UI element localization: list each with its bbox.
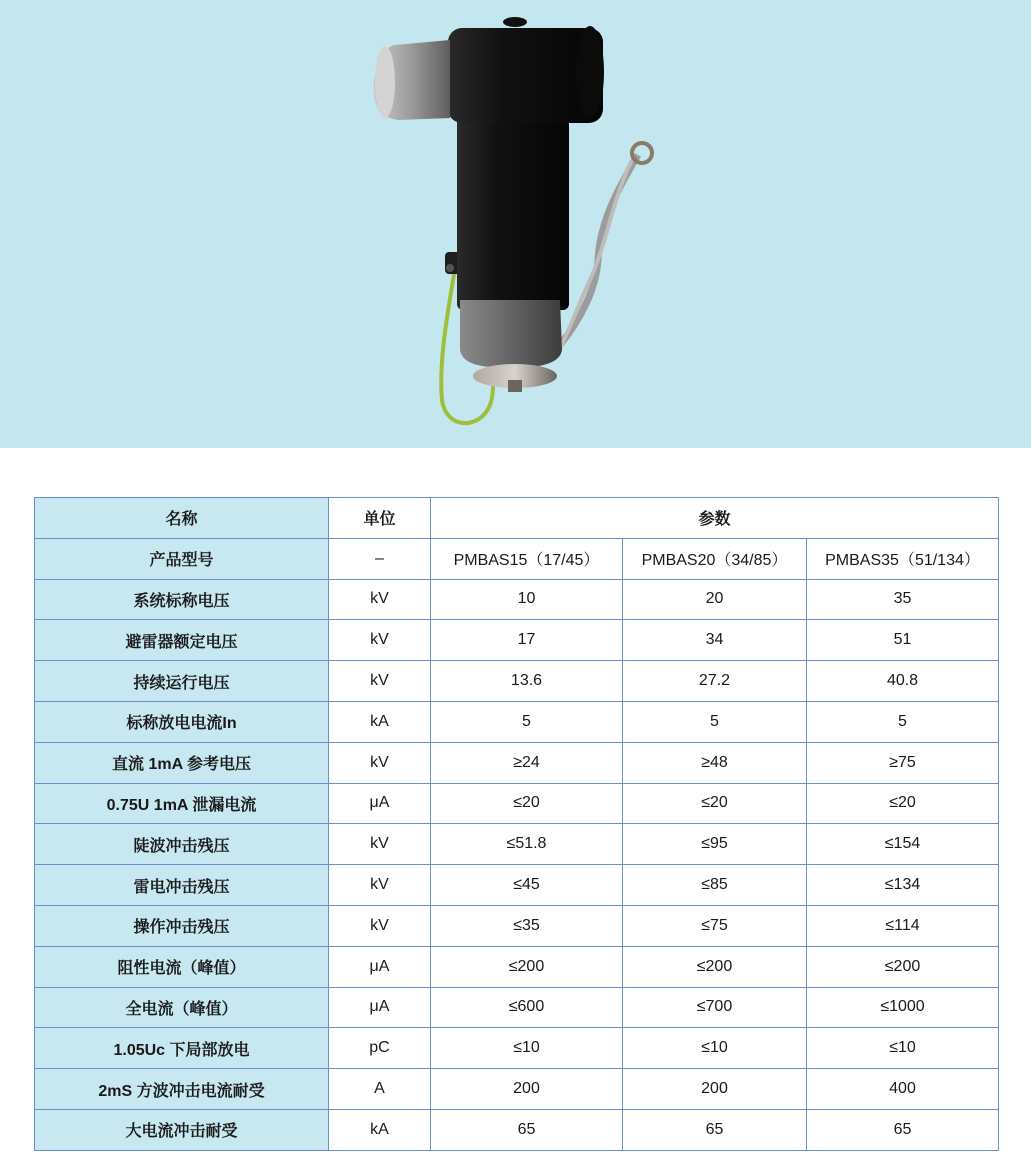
param-name-cell: 陡波冲击残压 — [35, 824, 329, 865]
value-cell: ≥48 — [623, 742, 807, 783]
param-name-cell: 雷电冲击残压 — [35, 865, 329, 906]
value-cell: ≤45 — [431, 865, 623, 906]
param-name-cell: 系统标称电压 — [35, 579, 329, 620]
table-row — [35, 1109, 999, 1150]
table-row — [35, 987, 999, 1028]
value-cell: ≤85 — [623, 865, 807, 906]
value-cell: PMBAS35（51/134） — [807, 538, 999, 579]
header-params: 参数 — [431, 498, 999, 539]
value-cell: ≤200 — [807, 946, 999, 987]
value-cell: ≤95 — [623, 824, 807, 865]
value-cell: ≤134 — [807, 865, 999, 906]
param-name-cell: 避雷器额定电压 — [35, 620, 329, 661]
value-cell: 5 — [623, 701, 807, 742]
unit-cell: – — [329, 538, 431, 579]
header-name: 名称 — [35, 498, 329, 539]
value-cell: 13.6 — [431, 661, 623, 702]
unit-cell: kV — [329, 742, 431, 783]
table-row — [35, 865, 999, 906]
table-row — [35, 946, 999, 987]
table-row — [35, 579, 999, 620]
unit-cell: kV — [329, 620, 431, 661]
value-cell: ≤35 — [431, 905, 623, 946]
value-cell: 200 — [431, 1069, 623, 1110]
value-cell: 65 — [431, 1109, 623, 1150]
value-cell: 200 — [623, 1069, 807, 1110]
unit-cell: kV — [329, 579, 431, 620]
value-cell: PMBAS15（17/45） — [431, 538, 623, 579]
spec-table-container — [34, 497, 998, 1151]
table-row — [35, 824, 999, 865]
unit-cell: kA — [329, 701, 431, 742]
param-name-cell: 直流 1mA 参考电压 — [35, 742, 329, 783]
value-cell: 10 — [431, 579, 623, 620]
value-cell: ≤75 — [623, 905, 807, 946]
param-name-cell: 产品型号 — [35, 538, 329, 579]
value-cell: 20 — [623, 579, 807, 620]
unit-cell: kV — [329, 865, 431, 906]
table-row — [35, 538, 999, 579]
unit-cell: kA — [329, 1109, 431, 1150]
table-row — [35, 742, 999, 783]
table-row — [35, 701, 999, 742]
value-cell: 51 — [807, 620, 999, 661]
param-name-cell: 0.75U 1mA 泄漏电流 — [35, 783, 329, 824]
value-cell: ≥24 — [431, 742, 623, 783]
value-cell: 65 — [623, 1109, 807, 1150]
param-name-cell: 持续运行电压 — [35, 661, 329, 702]
table-row — [35, 783, 999, 824]
value-cell: ≤51.8 — [431, 824, 623, 865]
value-cell: 35 — [807, 579, 999, 620]
spec-table — [34, 497, 999, 1151]
value-cell: ≤1000 — [807, 987, 999, 1028]
value-cell: ≤600 — [431, 987, 623, 1028]
value-cell: 40.8 — [807, 661, 999, 702]
value-cell: PMBAS20（34/85） — [623, 538, 807, 579]
value-cell: ≤700 — [623, 987, 807, 1028]
surge-arrester-illustration — [0, 0, 1031, 448]
value-cell: ≤10 — [623, 1028, 807, 1069]
value-cell: ≤20 — [431, 783, 623, 824]
table-row — [35, 620, 999, 661]
unit-cell: pC — [329, 1028, 431, 1069]
table-row — [35, 1069, 999, 1110]
param-name-cell: 操作冲击残压 — [35, 905, 329, 946]
value-cell: 5 — [807, 701, 999, 742]
product-photo — [0, 0, 1031, 448]
value-cell: ≤20 — [623, 783, 807, 824]
header-unit: 单位 — [329, 498, 431, 539]
param-name-cell: 标称放电电流In — [35, 701, 329, 742]
value-cell: 34 — [623, 620, 807, 661]
param-name-cell: 全电流（峰值） — [35, 987, 329, 1028]
value-cell: ≤154 — [807, 824, 999, 865]
param-name-cell: 1.05Uc 下局部放电 — [35, 1028, 329, 1069]
value-cell: ≤200 — [431, 946, 623, 987]
value-cell: ≤10 — [807, 1028, 999, 1069]
value-cell: 400 — [807, 1069, 999, 1110]
unit-cell: kV — [329, 661, 431, 702]
value-cell: ≤10 — [431, 1028, 623, 1069]
param-name-cell: 2mS 方波冲击电流耐受 — [35, 1069, 329, 1110]
table-row — [35, 1028, 999, 1069]
unit-cell: A — [329, 1069, 431, 1110]
param-name-cell: 大电流冲击耐受 — [35, 1109, 329, 1150]
value-cell: 17 — [431, 620, 623, 661]
unit-cell: kV — [329, 905, 431, 946]
value-cell: ≤200 — [623, 946, 807, 987]
unit-cell: μA — [329, 783, 431, 824]
value-cell: ≤20 — [807, 783, 999, 824]
value-cell: 65 — [807, 1109, 999, 1150]
unit-cell: μA — [329, 946, 431, 987]
param-name-cell: 阻性电流（峰值） — [35, 946, 329, 987]
unit-cell: μA — [329, 987, 431, 1028]
table-header-row — [35, 498, 999, 539]
value-cell: 27.2 — [623, 661, 807, 702]
value-cell: 5 — [431, 701, 623, 742]
unit-cell: kV — [329, 824, 431, 865]
table-row — [35, 905, 999, 946]
table-row — [35, 661, 999, 702]
value-cell: ≤114 — [807, 905, 999, 946]
value-cell: ≥75 — [807, 742, 999, 783]
